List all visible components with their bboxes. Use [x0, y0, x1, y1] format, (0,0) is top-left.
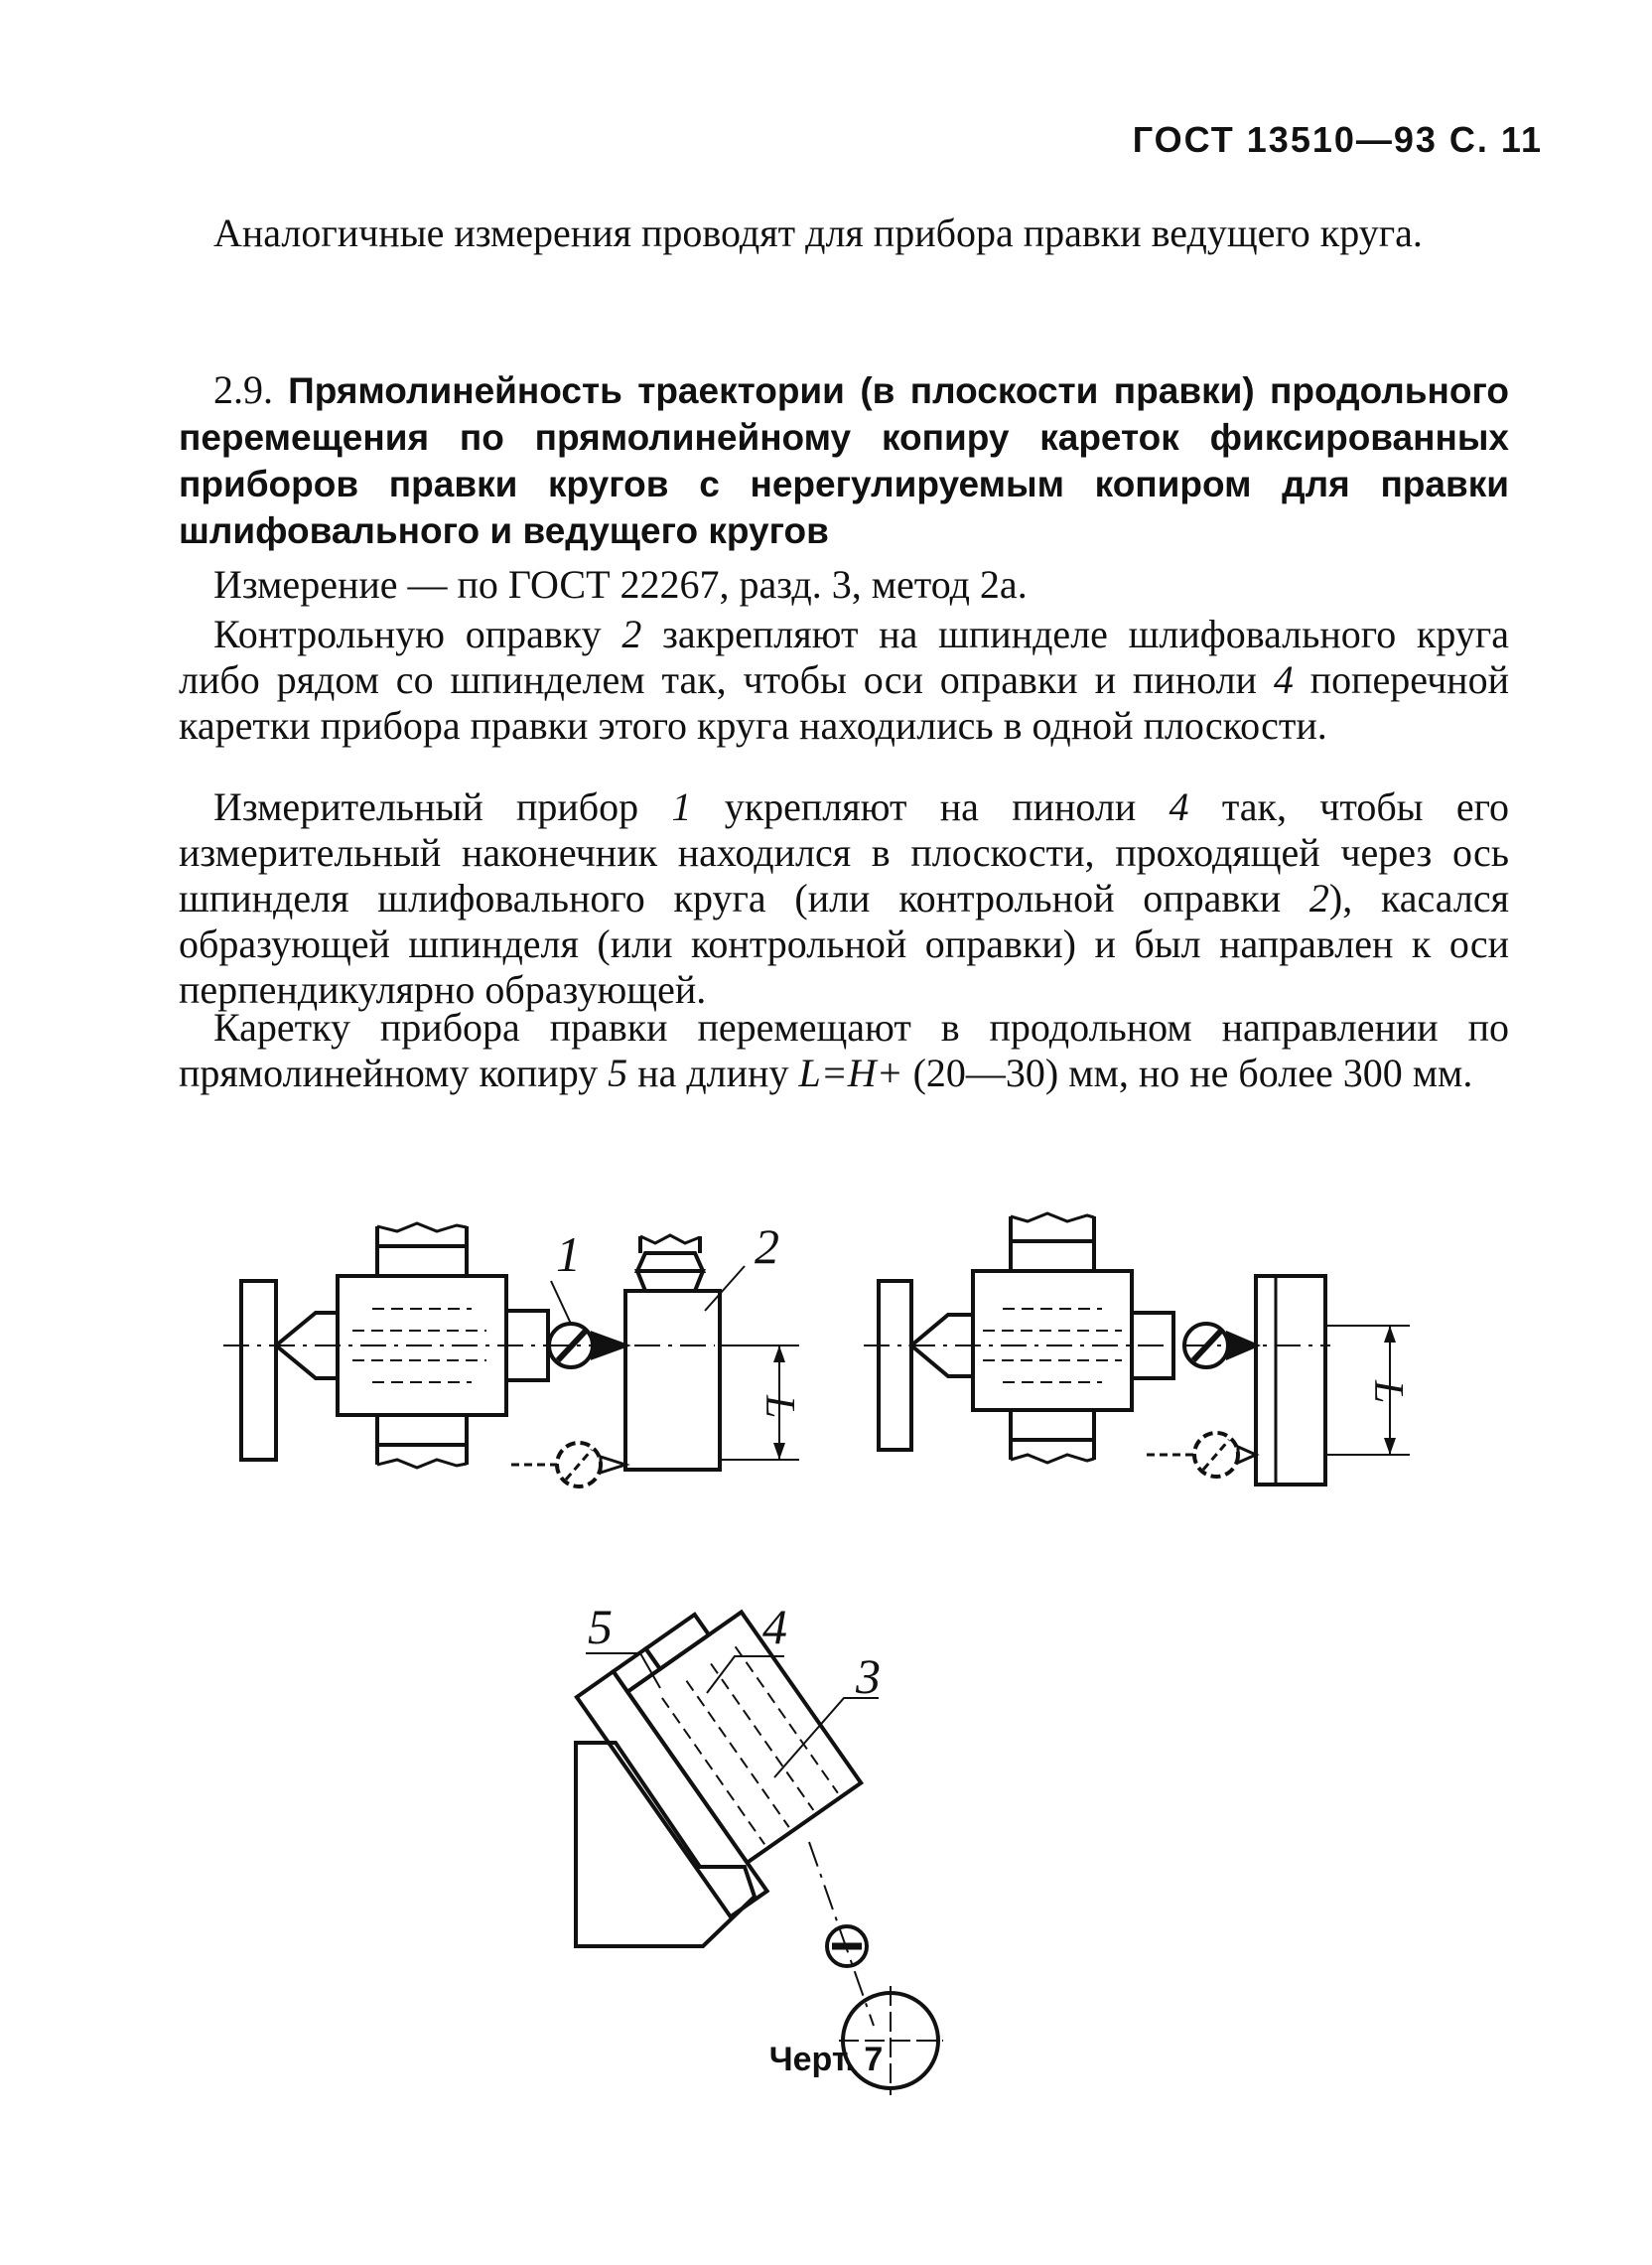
dim-label-right: L — [1365, 1380, 1411, 1404]
label-2: 2 — [755, 1218, 779, 1274]
text-run: поперечной каретки прибора правки этого круга находились в одной плоскости. — [179, 657, 1509, 748]
label-5: 5 — [588, 1599, 613, 1654]
text-run: укрепляют на пиноли — [691, 784, 1170, 829]
label-1: 1 — [556, 1226, 581, 1282]
section-title: Прямолинейность траектории (в плоскости правки) продольного перемещения по прямолинейному копиру кареток фиксированных приборов правки кругов с нерегулируемым копиром для правки шлифовального и ведущего кругов — [179, 370, 1510, 551]
text-run: так, чтобы его измерительный наконечник находился в плоскости, проходящей через ось шпинделя шлифовального круга (или контрольной оправки — [179, 784, 1509, 920]
paragraph-measurement: Измерение — по ГОСТ 22267, разд. 3, метод 2а. — [213, 562, 1028, 607]
ref-number: 5 — [608, 1051, 628, 1095]
bottom-assembly — [576, 1592, 943, 2095]
left-assembly — [223, 1223, 799, 1486]
right-assembly — [864, 1213, 1410, 1485]
text-run: (20—30) мм, но не более 300 мм. — [902, 1051, 1473, 1095]
ref-number: 2 — [1308, 876, 1329, 920]
label-4: 4 — [762, 1599, 787, 1654]
label-3: 3 — [856, 1648, 881, 1704]
ref-number: 2 — [621, 612, 642, 656]
page-header: ГОСТ 13510—93 С. 11 — [1132, 119, 1543, 160]
ref-number: 4 — [1169, 784, 1189, 829]
figure-caption: Черт. 7 — [768, 2041, 884, 2078]
text-run: ), касался образующей шпинделя (или контрольной оправки) и был направлен к оси перпендикулярно образующей. — [179, 876, 1509, 1012]
paragraph-intro: Аналогичные измерения проводят для прибора правки ведущего круга. — [213, 211, 1423, 255]
dim-label-left: L — [757, 1395, 802, 1419]
text-run: Контрольную оправку — [213, 612, 622, 656]
text-run: Каретку прибора правки перемещают в продольном направлении по прямолинейному копиру — [179, 1005, 1509, 1095]
section-number: 2.9. — [213, 367, 273, 412]
text-run: закрепляют на шпинделе шлифовального круга либо рядом со шпинделем так, чтобы оси оправки и пиноли — [179, 612, 1509, 702]
text-run: Измерительный прибор — [213, 784, 672, 829]
ref-number: 4 — [1273, 657, 1294, 702]
formula: L=H+ — [798, 1051, 903, 1095]
text-run: на длину — [627, 1051, 799, 1095]
ref-number: 1 — [671, 784, 692, 829]
